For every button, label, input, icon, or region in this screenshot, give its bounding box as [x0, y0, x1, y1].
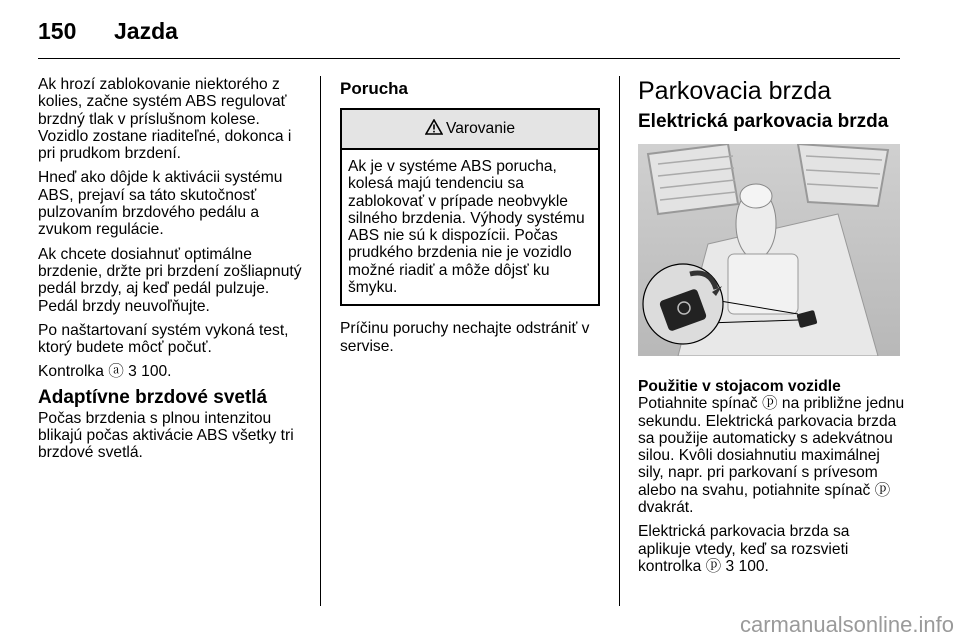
page-title: Jazda	[114, 18, 178, 44]
paragraph-fault-service: Príčinu poruchy nechajte odstrániť v servise.	[340, 320, 590, 355]
column-3	[638, 76, 906, 582]
warning-text: Ak je v systéme ABS porucha, kolesá majú tendenciu sa zablokovať v prípade neobvykle silného brzdenia. Výhody systému ABS nie sú k dispozícii. Počas prudkého brzdenia nie je vozidlo možné riadiť a môže dôjsť ku šmyku.	[348, 158, 585, 297]
paragraph-usage-stationary: Potiahnite spínač ⓟ na približne jednu sekundu. Elektrická parkovacia brzda sa použije automaticky s adekvátnou silou. Kvôli dosiahnutiu maximálnej sily, napr. pri parkovaní s prívesom alebo na svahu, potiahnite spínač ⓟ dvakrát.	[638, 395, 905, 517]
page-number: 150	[38, 18, 77, 44]
header-rule	[38, 58, 900, 59]
paragraph-abs-indicator: Kontrolka ⓐ 3 100.	[38, 363, 172, 381]
heading-fault: Porucha	[340, 79, 409, 98]
paragraph-abs-braking: Ak chcete dosiahnuť optimálne brzdenie, držte pri brzdení zošliapnutý pedál brzdy, aj keď pedál pulzuje. Pedál brzdy neuvoľňujte.	[38, 245, 302, 315]
column-divider-2	[619, 76, 620, 606]
parking-brake-figure	[638, 144, 900, 356]
warning-header	[342, 110, 598, 150]
warning-box	[340, 108, 600, 306]
heading-electric-parking-brake: Elektrická parkovacia brzda	[638, 111, 889, 132]
paragraph-indicator: Elektrická parkovacia brzda sa aplikuje vtedy, keď sa rozsvieti kontrolka ⓟ 3 100.	[638, 523, 850, 575]
paragraph-abs-intro: Ak hrozí zablokovanie niektorého z kolies, začne systém ABS regulovať brzdný tlak v príslušnom kolese. Vozidlo zostane riaditeľné, dokonca i pri prudkom brzdení.	[38, 76, 292, 163]
paragraph-adaptive-brake-lights: Počas brzdenia s plnou intenzitou blikajú počas aktivácie ABS všetky tri brzdové svetlá.	[38, 409, 294, 462]
paragraph-abs-activation: Hneď ako dôjde k aktivácii systému ABS, prejaví sa táto skutočnosť pulzovaním brzdového pedálu a zvukom regulácie.	[38, 169, 283, 239]
heading-usage-stationary: Použitie v stojacom vozidle	[638, 378, 841, 395]
warning-title: Varovanie	[445, 120, 516, 138]
watermark: carmanualsonline.info	[739, 612, 954, 637]
column-2	[340, 76, 602, 362]
heading-parking-brake: Parkovacia brzda	[638, 77, 832, 105]
column-divider-1	[320, 76, 321, 606]
paragraph-abs-test: Po naštartovaní systém vykoná test, ktorý budete môcť počuť.	[38, 321, 289, 357]
warning-triangle-icon	[425, 119, 443, 138]
column-1	[38, 76, 306, 469]
heading-adaptive-brake-lights: Adaptívne brzdové svetlá	[38, 386, 268, 408]
